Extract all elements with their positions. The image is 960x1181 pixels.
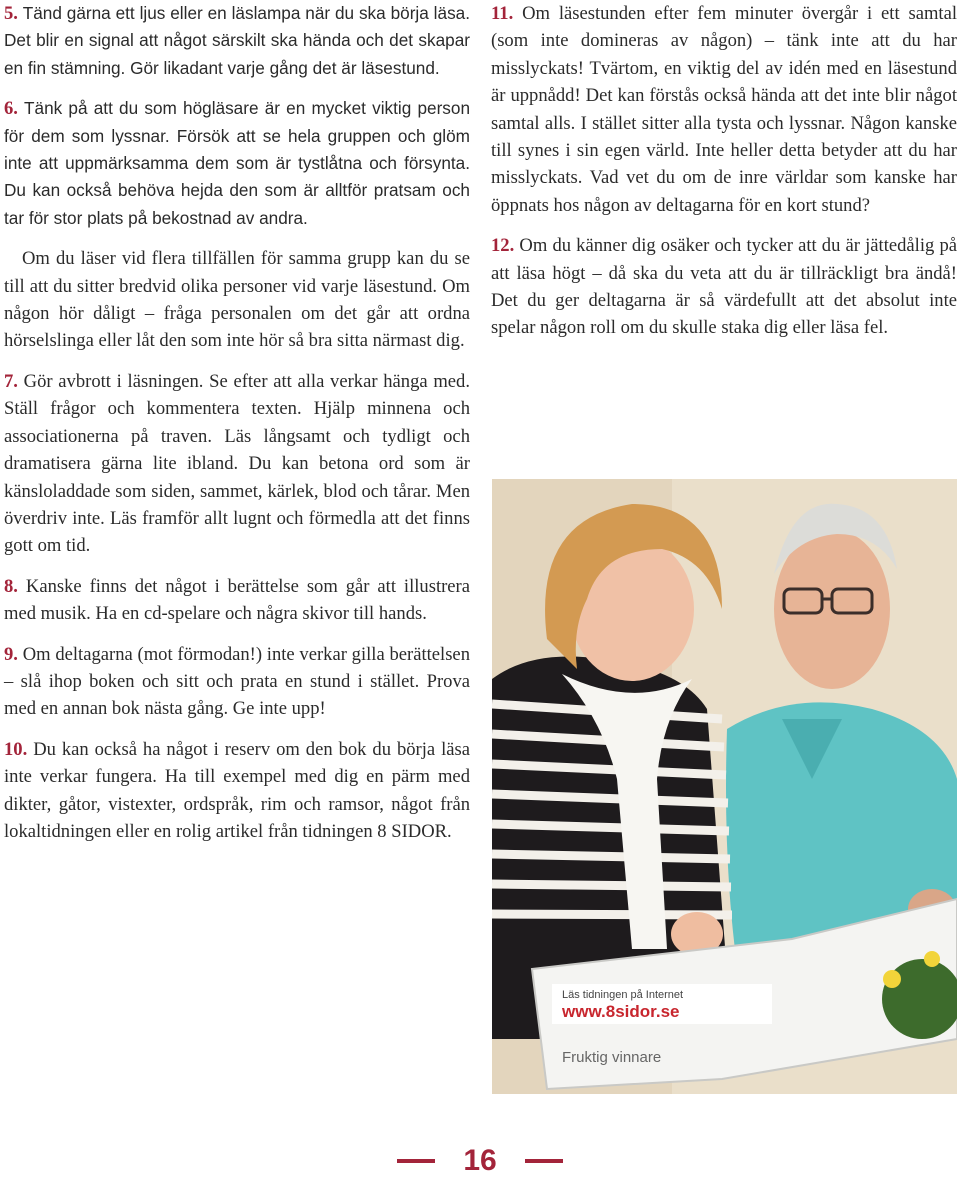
tip-number: 10. (4, 738, 28, 760)
tip-number: 6. (4, 98, 18, 120)
tip-9 (4, 641, 470, 723)
reading-illustration (492, 479, 957, 1094)
tip-text: Du kan också ha något i reserv om den bok du börja läsa inte verkar fungera. Ha till exempel med dig en pärm med dikter, gåtor, vistexter, ordspråk, rim och ramsor, något från lokaltidningen eller en rolig artikel från tidningen 8 SIDOR. (4, 738, 470, 842)
page-number: 16 (463, 1144, 497, 1177)
newspaper-banner: Läs tidningen på Internet (562, 989, 684, 1001)
tip-number: 5. (4, 3, 18, 24)
tip-11 (491, 0, 957, 219)
tip-10 (4, 736, 470, 846)
tip-text: Gör avbrott i läsningen. Se efter att alla verkar hänga med. Ställ frågor och kommentera texten. Hjälp minnena och associationerna på traven. Läs långsamt och tydligt och dramatisera gärna lite ibland. Du kan betona ord som är känsloladdade som siden, sammet, kärlek, blod och tårar. Men överdriv inte. Läs framför allt lugnt och förmedla att det finns gott om tid. (4, 370, 470, 557)
tip-7 (4, 368, 470, 560)
tip-number: 11. (491, 3, 514, 24)
tip-text: Kanske finns det något i berättelse som går att illustrera med musik. Ha en cd-spelare och några skivor till hands. (4, 575, 470, 625)
tip-text: Om deltagarna (mot förmodan!) inte verkar gilla berättelsen – slå ihop boken och sitt och prata en stund i stället. Prova med en annan bok nästa gång. Ge inte upp! (4, 643, 470, 720)
tip-number: 9. (4, 643, 18, 665)
tip-number: 12. (491, 235, 515, 257)
tip-text: Om du läser vid flera tillfällen för samma grupp kan du se till att du sitter bredvid olika personer vid varje läsestund. Om någon hör dåligt – fråga personalen om det går att ordna hörselslinga eller låt den som inte hör så bra sitta närmast dig. (4, 248, 470, 352)
reading-photo (492, 479, 957, 1094)
tip-text: Tänd gärna ett ljus eller en läslampa när du ska börja läsa. Det blir en signal att något särskilt ska hända och det skapar en fin stämning. Gör likadant varje gång det är läsestund. (4, 3, 470, 78)
tip-12 (491, 232, 957, 342)
tip-number: 8. (4, 575, 18, 597)
tip-8 (4, 573, 470, 628)
right-column (491, 0, 957, 355)
page-footer (0, 1141, 960, 1181)
footer-rule-left (397, 1159, 435, 1163)
tip-5 (4, 0, 470, 82)
tip-6 (4, 95, 470, 232)
tip-6-continued (4, 245, 470, 355)
footer-rule-right (525, 1159, 563, 1163)
tip-text: Tänk på att du som högläsare är en mycket viktig person för dem som lyssnar. Försök att se hela gruppen och glöm inte att uppmärksamma dem som är tystlåtna och försynta. Du kan också behöva hejda den som är alltför pratsam och tar för stor plats på bekostnad av andra. (4, 98, 471, 228)
newspaper-headline: Fruktig vinnare (562, 1049, 662, 1066)
tip-text: Om du känner dig osäker och tycker att du är jättedålig på att läsa högt – då ska du veta att du är tillräckligt bra ändå! Det du ger deltagarna är så värdefullt att det absolut inte spelar någon roll om du skulle staka dig eller läsa fel. (491, 235, 957, 339)
tip-number: 7. (4, 370, 18, 392)
left-column (4, 0, 470, 858)
tip-text: Om läsestunden efter fem minuter övergår i ett samtal (som inte domineras av någon) – tänk inte att du har misslyckats! Tvärtom, en viktig del av idén med en läsestund är uppnådd! Det kan förstås också hända att det inte blir något samtal alls. I stället sitter alla tysta och lyssnar. Någon kanske till synes i sin egen värld. Inte heller detta betyder att du har misslyckats. Vad vet du om de inre världar som kanske har öppnats hos någon av deltagarna för en kort stund? (491, 3, 958, 216)
newspaper-url: www.8sidor.se (562, 1002, 680, 1021)
